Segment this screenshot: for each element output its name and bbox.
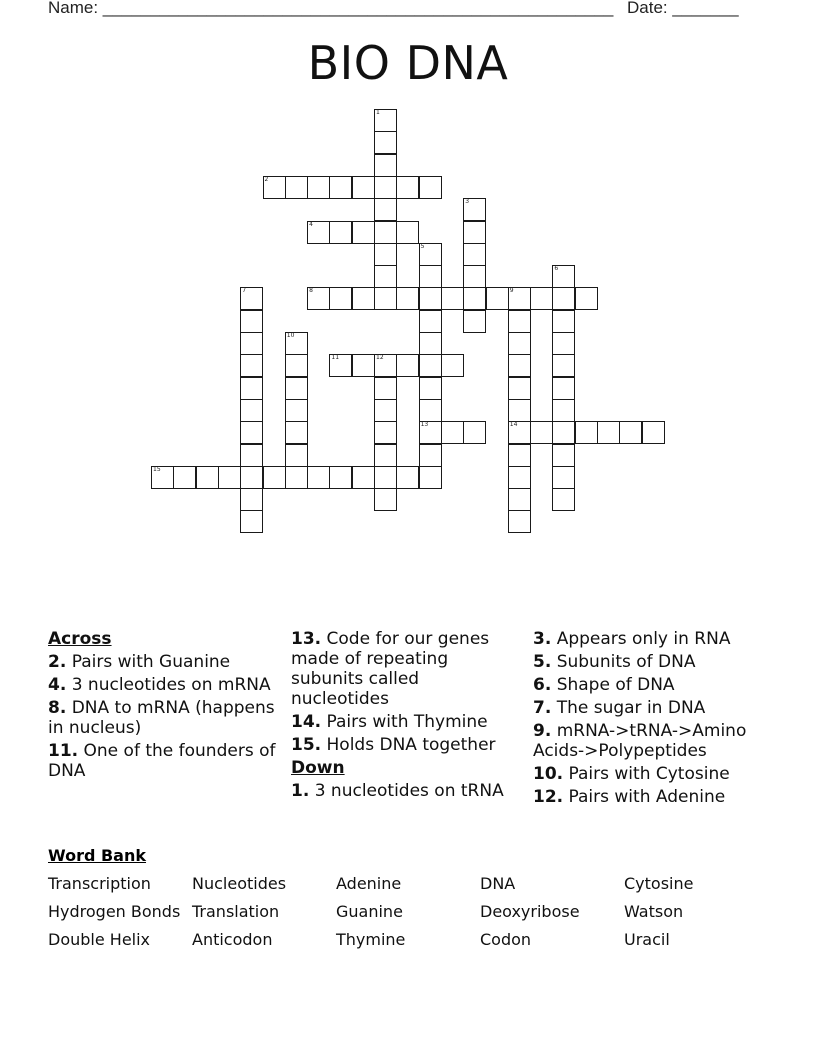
clue-number: 13 (420, 421, 429, 429)
clue-item (48, 741, 278, 781)
crossword-cell[interactable] (374, 444, 397, 467)
crossword-cell[interactable] (552, 265, 575, 288)
clue-number-label: 3. (533, 629, 552, 649)
crossword-cell[interactable] (419, 444, 442, 467)
crossword-cell[interactable] (374, 354, 397, 377)
crossword-cell[interactable] (508, 332, 531, 355)
word-bank-item: Nucleotides (192, 874, 287, 893)
crossword-cell[interactable] (329, 287, 352, 310)
crossword-cell[interactable] (285, 377, 308, 400)
clue-item (291, 712, 521, 732)
clue-number: 3 (465, 198, 470, 206)
crossword-cell[interactable] (419, 466, 442, 489)
crossword-cell[interactable] (329, 354, 352, 377)
crossword-cell[interactable] (419, 310, 442, 333)
crossword-cell[interactable] (552, 310, 575, 333)
crossword-cell[interactable] (374, 154, 397, 177)
word-bank-item: Codon (480, 930, 532, 949)
name-field[interactable]: Name: ______________________________________________________ (48, 0, 614, 17)
clue-text: mRNA->tRNA->Amino Acids->Polypeptides (533, 721, 747, 761)
clue-column-3 (533, 629, 778, 810)
clue-text: Appears only in RNA (551, 629, 731, 649)
crossword-cell[interactable] (352, 354, 375, 377)
crossword-cell[interactable] (619, 421, 642, 444)
crossword-cell[interactable] (419, 332, 442, 355)
crossword-cell[interactable] (374, 466, 397, 489)
crossword-cell[interactable] (240, 310, 263, 333)
crossword-cell[interactable] (508, 421, 531, 444)
crossword-cell[interactable] (597, 421, 620, 444)
clue-number: 1 (376, 109, 380, 116)
crossword-cell[interactable] (508, 310, 531, 333)
crossword-cell[interactable] (530, 421, 553, 444)
crossword-cell[interactable] (463, 243, 486, 266)
crossword-cell[interactable] (329, 466, 352, 489)
crossword-cell[interactable] (552, 332, 575, 355)
crossword-cell[interactable] (419, 176, 442, 199)
crossword-cell[interactable] (240, 354, 263, 377)
crossword-cell[interactable] (352, 221, 375, 244)
crossword-cell[interactable] (552, 488, 575, 511)
crossword-cell[interactable] (552, 354, 575, 377)
clue-text: Pairs with Thymine (321, 712, 488, 732)
clue-number-label: 1. (291, 781, 310, 801)
crossword-cell[interactable] (374, 109, 397, 132)
clue-item (533, 764, 778, 784)
clue-item (533, 787, 778, 807)
crossword-cell[interactable] (508, 354, 531, 377)
crossword-cell[interactable] (552, 377, 575, 400)
crossword-cell[interactable] (441, 421, 464, 444)
crossword-cell[interactable] (419, 287, 442, 310)
crossword-cell[interactable] (285, 354, 308, 377)
clue-text: One of the founders of DNA (48, 741, 276, 781)
crossword-cell[interactable] (463, 287, 486, 310)
crossword-cell[interactable] (508, 377, 531, 400)
crossword-cell[interactable] (352, 176, 375, 199)
crossword-cell[interactable] (396, 287, 419, 310)
crossword-cell[interactable] (552, 421, 575, 444)
clue-number: 10 (286, 332, 295, 339)
crossword-cell[interactable] (463, 421, 486, 444)
crossword-cell[interactable] (352, 466, 375, 489)
crossword-cell[interactable] (419, 377, 442, 400)
crossword-cell[interactable] (285, 466, 308, 489)
crossword-cell[interactable] (508, 466, 531, 489)
clue-text: The sugar in DNA (551, 698, 706, 718)
crossword-cell[interactable] (530, 287, 553, 310)
crossword-cell[interactable] (240, 377, 263, 400)
crossword-cell[interactable] (463, 265, 486, 288)
crossword-cell[interactable] (463, 310, 486, 333)
clue-item (48, 698, 278, 738)
crossword-cell[interactable] (396, 466, 419, 489)
crossword-cell[interactable] (374, 421, 397, 444)
word-bank-item: Thymine (336, 930, 406, 949)
clue-number-label: 7. (533, 698, 552, 718)
crossword-cell[interactable] (151, 466, 174, 489)
clue-text: 3 nucleotides on mRNA (66, 675, 271, 695)
crossword-cell[interactable] (374, 265, 397, 288)
word-bank-item: Transcription (48, 874, 151, 893)
crossword-cell[interactable] (263, 176, 286, 199)
crossword-cell[interactable] (374, 287, 397, 310)
crossword-cell[interactable] (374, 488, 397, 511)
clue-number-label: 12. (533, 787, 564, 807)
word-bank-item: Anticodon (192, 930, 273, 949)
clue-number-label: 9. (533, 721, 552, 741)
clue-number-label: 15. (291, 735, 322, 755)
crossword-cell[interactable] (552, 399, 575, 422)
crossword-cell[interactable] (441, 287, 464, 310)
across-heading: Across (48, 629, 112, 649)
clue-text: Pairs with Adenine (563, 787, 726, 807)
clue-number-label: 10. (533, 764, 564, 784)
clue-column-2 (291, 629, 521, 804)
clue-number-label: 6. (533, 675, 552, 695)
clue-number-label: 13. (291, 629, 322, 649)
clue-number: 7 (242, 287, 247, 295)
crossword-cell[interactable] (307, 287, 330, 310)
crossword-cell[interactable] (307, 176, 330, 199)
clue-item (533, 629, 778, 649)
crossword-cell[interactable] (419, 265, 442, 288)
crossword-cell[interactable] (374, 377, 397, 400)
crossword-cell[interactable] (575, 421, 598, 444)
crossword-cell[interactable] (285, 399, 308, 422)
crossword-cell[interactable] (419, 399, 442, 422)
crossword-cell[interactable] (196, 466, 219, 489)
clue-number: 15 (153, 465, 161, 473)
crossword-cell[interactable] (240, 421, 263, 444)
crossword-cell[interactable] (575, 287, 598, 310)
word-bank-item: Cytosine (624, 874, 694, 893)
clue-item (291, 735, 521, 755)
crossword-cell[interactable] (240, 287, 263, 310)
clue-column-1 (48, 629, 278, 784)
clue-number-label: 2. (48, 652, 67, 672)
word-bank-title: Word Bank (48, 846, 147, 865)
crossword-cell[interactable] (508, 510, 531, 533)
crossword-cell[interactable] (552, 287, 575, 310)
clue-number: 12 (376, 354, 384, 362)
word-bank-item: Uracil (624, 930, 670, 949)
word-bank-item: Double Helix (48, 930, 151, 949)
crossword-cell[interactable] (396, 221, 419, 244)
crossword-cell[interactable] (508, 488, 531, 511)
crossword-cell[interactable] (329, 221, 352, 244)
clue-text: DNA to mRNA (happens in nucleus) (48, 698, 275, 738)
clue-number-label: 5. (533, 652, 552, 672)
clue-text: Code for our genes made of repeating subunits called nucleotides (291, 629, 490, 709)
clue-number: 14 (509, 421, 518, 429)
crossword-cell[interactable] (240, 332, 263, 355)
clue-text: Pairs with Cytosine (563, 764, 730, 784)
clue-number: 11 (331, 354, 340, 362)
crossword-cell[interactable] (642, 421, 665, 444)
crossword-cell[interactable] (508, 399, 531, 422)
clue-number-label: 14. (291, 712, 322, 732)
clue-item (291, 629, 521, 709)
clue-item (48, 652, 278, 672)
word-bank-item: Guanine (336, 902, 403, 921)
crossword-cell[interactable] (374, 221, 397, 244)
clue-number: 5 (420, 242, 425, 250)
word-bank-item: Translation (192, 902, 280, 921)
clue-item (291, 781, 521, 801)
clue-number: 4 (309, 220, 313, 228)
clue-number: 2 (264, 175, 269, 183)
crossword-cell[interactable] (508, 287, 531, 310)
crossword-cell[interactable] (285, 421, 308, 444)
clue-item (533, 675, 778, 695)
word-bank-item: Hydrogen Bonds (48, 902, 181, 921)
clue-text: Pairs with Guanine (66, 652, 231, 672)
clue-text: Holds DNA together (321, 735, 496, 755)
crossword-cell[interactable] (307, 466, 330, 489)
crossword-cell[interactable] (307, 221, 330, 244)
crossword-cell[interactable] (374, 176, 397, 199)
clue-item (48, 675, 278, 695)
word-bank-item: Deoxyribose (480, 902, 580, 921)
clue-item (533, 698, 778, 718)
crossword-cell[interactable] (552, 444, 575, 467)
crossword-cell[interactable] (374, 198, 397, 221)
crossword-cell[interactable] (552, 466, 575, 489)
word-bank-item: Adenine (336, 874, 402, 893)
crossword-cell[interactable] (419, 243, 442, 266)
clue-number: 6 (554, 265, 559, 273)
clue-number: 8 (309, 287, 313, 295)
down-heading: Down (291, 758, 345, 778)
crossword-cell[interactable] (374, 399, 397, 422)
word-bank-item: Watson (624, 902, 684, 921)
crossword-cell[interactable] (240, 399, 263, 422)
clue-text: 3 nucleotides on tRNA (309, 781, 504, 801)
word-bank-item: DNA (480, 874, 516, 893)
puzzle-title: BIO DNA (307, 36, 509, 90)
crossword-cell[interactable] (285, 444, 308, 467)
date-field[interactable]: Date: _______ (627, 0, 739, 17)
crossword-cell[interactable] (419, 354, 442, 377)
crossword-cell[interactable] (374, 131, 397, 154)
crossword-cell[interactable] (285, 176, 308, 199)
crossword-cell[interactable] (508, 444, 531, 467)
crossword-cell[interactable] (240, 510, 263, 533)
crossword-cell[interactable] (240, 488, 263, 511)
crossword-cell[interactable] (396, 176, 419, 199)
clue-number: 9 (509, 287, 514, 295)
crossword-cell[interactable] (463, 198, 486, 221)
crossword-cell[interactable] (285, 332, 308, 355)
crossword-cell[interactable] (218, 466, 241, 489)
crossword-cell[interactable] (329, 176, 352, 199)
crossword-cell[interactable] (396, 354, 419, 377)
crossword-cell[interactable] (240, 444, 263, 467)
clue-number-label: 8. (48, 698, 67, 718)
crossword-cell[interactable] (352, 287, 375, 310)
crossword-cell[interactable] (463, 221, 486, 244)
crossword-cell[interactable] (240, 466, 263, 489)
crossword-cell[interactable] (419, 421, 442, 444)
crossword-cell[interactable] (173, 466, 196, 489)
crossword-cell[interactable] (441, 354, 464, 377)
crossword-cell[interactable] (263, 466, 286, 489)
crossword-cell[interactable] (486, 287, 509, 310)
crossword-cell[interactable] (374, 243, 397, 266)
clue-number-label: 11. (48, 741, 79, 761)
clue-number-label: 4. (48, 675, 67, 695)
clue-item (533, 652, 778, 672)
clue-text: Subunits of DNA (551, 652, 696, 672)
clue-item (533, 721, 778, 761)
clue-text: Shape of DNA (551, 675, 675, 695)
